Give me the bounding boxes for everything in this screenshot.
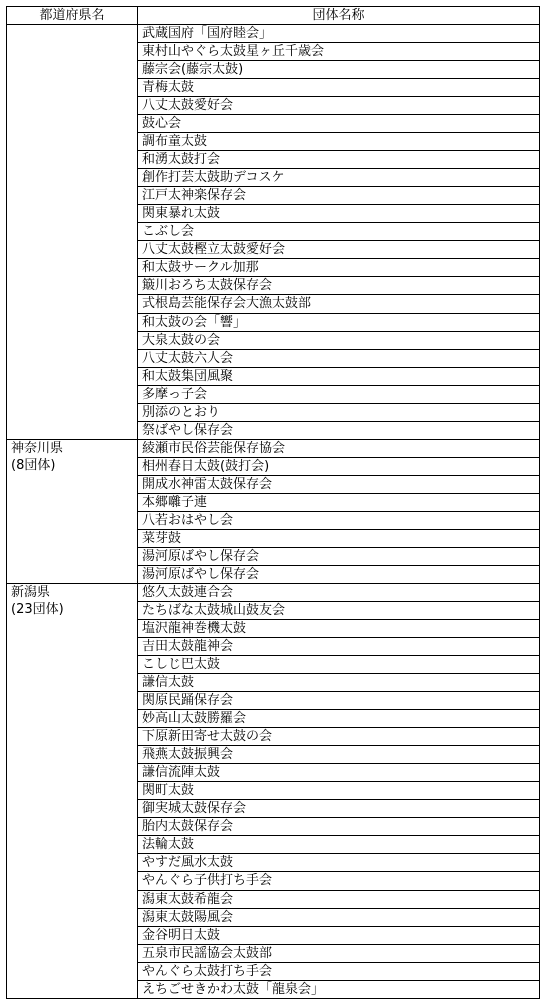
group-name-cell: 五泉市民謡協会太鼓部 xyxy=(138,944,540,962)
group-name-cell: 御実城太鼓保存会 xyxy=(138,800,540,818)
group-name-cell: 和太鼓サークル加那 xyxy=(138,259,540,277)
group-name-cell: 謙信流陣太鼓 xyxy=(138,764,540,782)
prefecture-name: 神奈川県 xyxy=(11,440,64,456)
group-name-cell: こしじ巴太鼓 xyxy=(138,656,540,674)
group-name-cell: 相州春日太鼓(鼓打会) xyxy=(138,457,540,475)
group-name-cell: 式根島芸能保存会大漁太鼓部 xyxy=(138,295,540,313)
group-name-cell: えちごせきかわ太鼓「龍泉会」 xyxy=(138,980,540,998)
header-prefecture: 都道府県名 xyxy=(7,7,138,25)
group-name-cell: 東村山やぐら太鼓星ヶ丘千歳会 xyxy=(138,43,540,61)
group-name-cell: 塩沢龍神巻機太鼓 xyxy=(138,620,540,638)
group-name-cell: 簸川おろち太鼓保存会 xyxy=(138,277,540,295)
group-name-cell: 八丈太鼓樫立太鼓愛好会 xyxy=(138,241,540,259)
group-name-cell: 飛燕太鼓振興会 xyxy=(138,746,540,764)
group-name-cell: 大泉太鼓の会 xyxy=(138,331,540,349)
group-name-cell: 和湧太鼓打会 xyxy=(138,151,540,169)
group-name-cell: 法輪太鼓 xyxy=(138,836,540,854)
group-name-cell: 多摩っ子会 xyxy=(138,385,540,403)
group-name-cell: 江戸太神楽保存会 xyxy=(138,187,540,205)
group-name-cell: 関東暴れ太鼓 xyxy=(138,205,540,223)
group-name-cell: 関町太鼓 xyxy=(138,782,540,800)
group-name-cell: 別添のとおり xyxy=(138,403,540,421)
table-row xyxy=(7,583,540,601)
table-row xyxy=(7,25,540,43)
group-name-cell: 菜芽鼓 xyxy=(138,529,540,547)
prefecture-cell xyxy=(7,25,138,440)
prefecture-name: 新潟県 xyxy=(11,584,51,600)
prefecture-group-count: (8団体) xyxy=(11,457,56,473)
groups-table xyxy=(6,6,540,999)
group-name-cell: 金谷明日太鼓 xyxy=(138,926,540,944)
group-name-cell: 調布童太鼓 xyxy=(138,133,540,151)
group-name-cell: 藤宗会(藤宗太鼓) xyxy=(138,61,540,79)
group-name-cell: 鼓心会 xyxy=(138,115,540,133)
header-row xyxy=(7,7,540,25)
group-name-cell: 青梅太鼓 xyxy=(138,79,540,97)
group-name-cell: やんぐら子供打ち手会 xyxy=(138,872,540,890)
group-name-cell: こぶし会 xyxy=(138,223,540,241)
header-group-name: 団体名称 xyxy=(138,7,540,25)
group-name-cell: たちばな太鼓城山鼓友会 xyxy=(138,602,540,620)
group-name-cell: 創作打芸太鼓助デコスケ xyxy=(138,169,540,187)
group-name-cell: やんぐら太鼓打ち手会 xyxy=(138,962,540,980)
group-name-cell: 潟東太鼓希龍会 xyxy=(138,890,540,908)
group-name-cell: 関原民踊保存会 xyxy=(138,692,540,710)
group-name-cell: 和太鼓集団風聚 xyxy=(138,367,540,385)
group-name-cell: 吉田太鼓龍神会 xyxy=(138,638,540,656)
group-name-cell: 八丈太鼓六人会 xyxy=(138,349,540,367)
group-name-cell: 潟東太鼓陽風会 xyxy=(138,908,540,926)
group-name-cell: 八丈太鼓愛好会 xyxy=(138,97,540,115)
group-name-cell: 和太鼓の会「響」 xyxy=(138,313,540,331)
group-name-cell: 八若おはやし会 xyxy=(138,511,540,529)
group-name-cell: 妙高山太鼓勝羅会 xyxy=(138,710,540,728)
group-name-cell: 湯河原ばやし保存会 xyxy=(138,565,540,583)
prefecture-cell xyxy=(7,439,138,583)
table-row xyxy=(7,439,540,457)
group-name-cell: 開成水神雷太鼓保存会 xyxy=(138,475,540,493)
table-body xyxy=(7,25,540,999)
group-name-cell: 武蔵国府「国府睦会」 xyxy=(138,25,540,43)
group-name-cell: 下原新田寄せ太鼓の会 xyxy=(138,728,540,746)
group-name-cell: 綾瀬市民俗芸能保存協会 xyxy=(138,439,540,457)
prefecture-group-count: (23団体) xyxy=(11,601,64,617)
group-name-cell: 胎内太鼓保存会 xyxy=(138,818,540,836)
group-name-cell: 謙信太鼓 xyxy=(138,674,540,692)
group-name-cell: 本郷囃子連 xyxy=(138,493,540,511)
prefecture-cell xyxy=(7,583,138,998)
group-name-cell: 祭ばやし保存会 xyxy=(138,421,540,439)
group-name-cell: やすだ風水太鼓 xyxy=(138,854,540,872)
group-name-cell: 湯河原ばやし保存会 xyxy=(138,547,540,565)
group-name-cell: 悠久太鼓連合会 xyxy=(138,583,540,601)
